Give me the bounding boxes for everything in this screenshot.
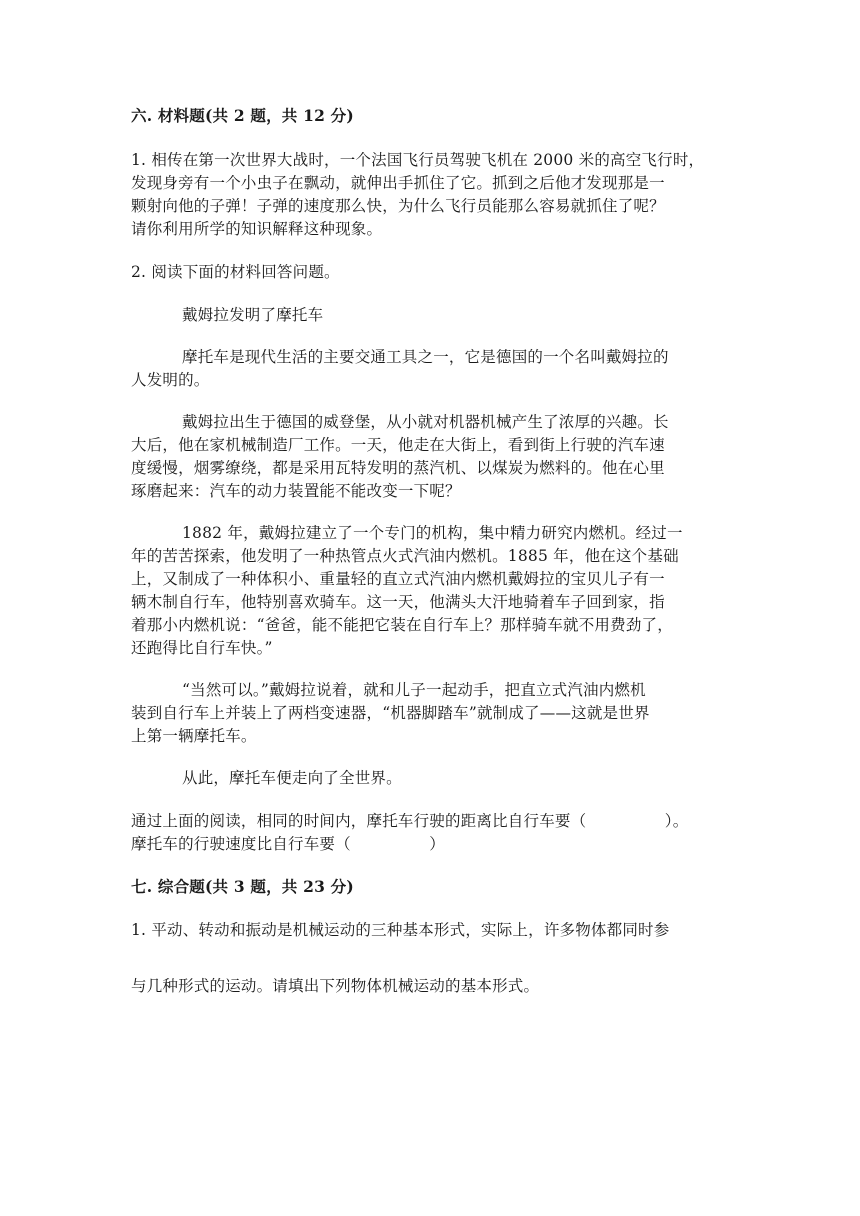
- para1-line-2: 人发明的。: [131, 371, 210, 389]
- para1-line-1: 摩托车是现代生活的主要交通工具之一，它是德国的一个名叫戴姆拉的: [182, 348, 669, 366]
- q2-question-line-1: 通过上面的阅读，相同的时间内，摩托车行驶的距离比自行车要（ ）。: [131, 812, 689, 830]
- para3-line-3: 上，又制成了一种体积小、重量轻的直立式汽油内燃机戴姆拉的宝贝儿子有一: [131, 570, 665, 588]
- section-7-heading: 七. 综合题(共 3 题，共 23 分): [131, 877, 354, 896]
- para3-line-4: 辆木制自行车，他特别喜欢骑车。这一天，他满头大汗地骑着车子回到家，指: [131, 593, 665, 611]
- para3-line-2: 年的苦苦探索，他发明了一种热管点火式汽油内燃机。1885 年，他在这个基础: [131, 547, 679, 565]
- para2-line-3: 度缓慢，烟雾缭绕，都是采用瓦特发明的蒸汽机、以煤炭为燃料的。他在心里: [131, 459, 665, 477]
- q1-line-4: 请你利用所学的知识解释这种现象。: [131, 220, 383, 238]
- para5: 从此，摩托车便走向了全世界。: [182, 769, 402, 787]
- q2-question-line-2: 摩托车的行驶速度比自行车要（ ）: [131, 835, 446, 853]
- q1-line-3: 颗射向他的子弹！子弹的速度那么快，为什么飞行员能那么容易就抓住了呢？: [131, 197, 665, 215]
- para3-line-1: 1882 年，戴姆拉建立了一个专门的机构，集中精力研究内燃机。经过一: [182, 524, 683, 542]
- para2-line-1: 戴姆拉出生于德国的威登堡，从小就对机器机械产生了浓厚的兴趣。长: [182, 413, 669, 431]
- para4-line-2: 装到自行车上并装上了两档变速器，“机器脚踏车”就制成了——这就是世界: [131, 704, 650, 722]
- s7-q1-line-1: 1. 平动、转动和振动是机械运动的三种基本形式，实际上，许多物体都同时参: [131, 921, 670, 939]
- q1-line-2: 发现身旁有一个小虫子在飘动，就伸出手抓住了它。抓到之后他才发现那是一: [131, 174, 665, 192]
- q1-line-1: 1. 相传在第一次世界大战时，一个法国飞行员驾驶飞机在 2000 米的高空飞行时，: [131, 151, 705, 169]
- para2-line-4: 琢磨起来：汽车的动力装置能不能改变一下呢？: [131, 482, 461, 500]
- q2-intro: 2. 阅读下面的材料回答问题。: [131, 263, 340, 281]
- section-6-heading: 六. 材料题(共 2 题，共 12 分): [131, 106, 354, 125]
- para3-line-6: 还跑得比自行车快。”: [131, 639, 273, 657]
- passage-title: 戴姆拉发明了摩托车: [182, 306, 324, 324]
- s7-q1-line-2: 与几种形式的运动。请填出下列物体机械运动的基本形式。: [131, 977, 540, 995]
- para2-line-2: 大后，他在家机械制造厂工作。一天，他走在大街上，看到街上行驶的汽车速: [131, 436, 665, 454]
- para4-line-1: “当然可以。”戴姆拉说着，就和儿子一起动手，把直立式汽油内燃机: [182, 681, 646, 699]
- para3-line-5: 着那小内燃机说：“爸爸，能不能把它装在自行车上？那样骑车就不用费劲了，: [131, 616, 673, 634]
- para4-line-3: 上第一辆摩托车。: [131, 727, 257, 745]
